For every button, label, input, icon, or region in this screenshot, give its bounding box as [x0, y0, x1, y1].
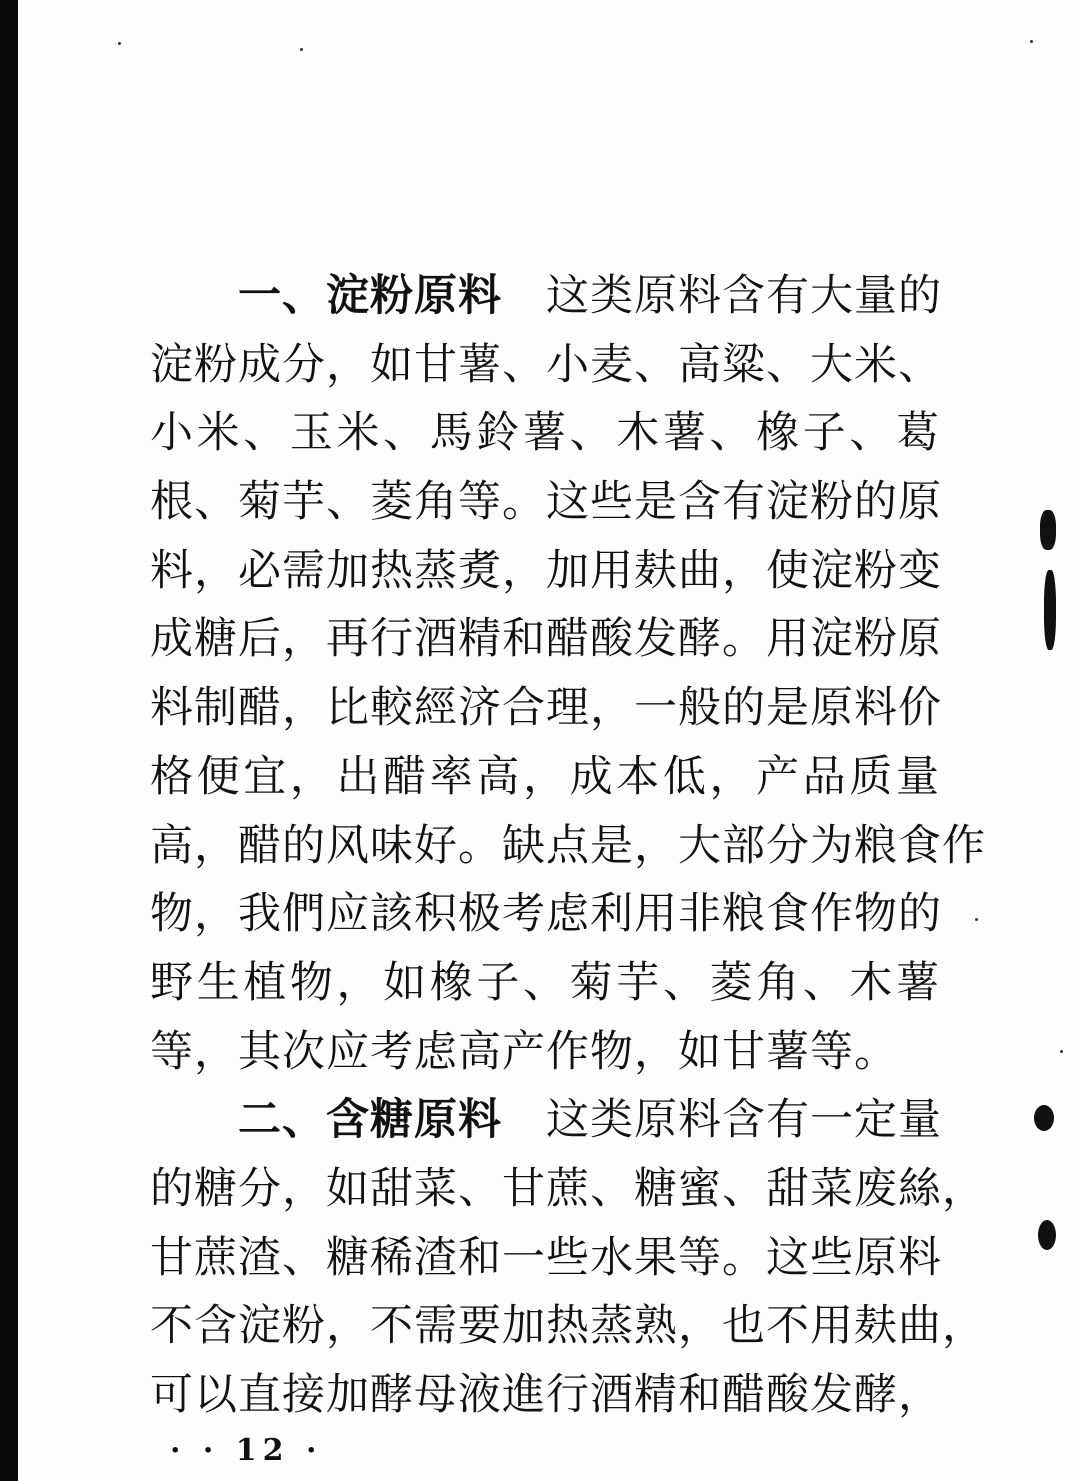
- section-heading-sugar: 二、含糖原料: [238, 1095, 502, 1146]
- section-heading-starch: 一、淀粉原料: [238, 271, 502, 321]
- text-line: 甘蔗渣、糖稀渣和一些水果等。这些原料: [150, 1232, 942, 1283]
- text-line: 格便宜，出醋率高，成本低，产品质量: [150, 751, 940, 802]
- scan-speck: [975, 918, 978, 921]
- text-line: 小米、玉米、馬鈴薯、木薯、橡子、葛: [150, 408, 940, 459]
- punch-mark: [1034, 1105, 1054, 1131]
- body-text: [150, 262, 986, 1430]
- page-number: · · 12 ·: [170, 1433, 323, 1468]
- text-line: 可以直接加酵母液進行酒精和醋酸发酵，: [150, 1370, 942, 1420]
- page-binding-edge: [0, 0, 18, 1481]
- text-line: 淀粉成分，如甘薯、小麦、高粱、大米、: [150, 339, 942, 390]
- text-line: 物，我們应該积极考虑利用非粮食作物的: [150, 889, 942, 940]
- text-run: 这类原料含有大量的: [546, 271, 942, 321]
- text-line: 等，其次应考虑高产作物，如甘薯等。: [150, 1026, 898, 1077]
- text-line: [150, 1086, 940, 1155]
- text-line: 根、菊芋、菱角等。这些是含有淀粉的原: [150, 477, 942, 528]
- punch-mark: [1040, 510, 1056, 550]
- text-line: 野生植物，如橡子、菊芋、菱角、木薯: [150, 957, 940, 1008]
- text-line: 成糖后，再行酒精和醋酸发酵。用淀粉原: [150, 614, 942, 665]
- text-line: 不含淀粉，不需要加热蒸熟，也不用麸曲，: [150, 1301, 986, 1352]
- scan-speck: [118, 42, 121, 45]
- text-line: 的糖分，如甜菜、甘蔗、糖蜜、甜菜废絲，: [150, 1163, 986, 1214]
- text-line: 高，醋的风味好。缺点是，大部分为粮食作: [150, 820, 986, 871]
- scan-speck: [300, 48, 303, 51]
- text-line: [150, 262, 940, 331]
- punch-mark: [1038, 1220, 1056, 1250]
- scan-speck: [1030, 40, 1033, 43]
- scan-speck: [1060, 1050, 1063, 1053]
- text-line: 料，必需加热蒸煑，加用麸曲，使淀粉变: [150, 545, 942, 596]
- text-line: 料制醋，比較經济合理，一般的是原料价: [150, 683, 942, 734]
- text-run: 这类原料含有一定量: [546, 1095, 942, 1146]
- punch-mark: [1044, 570, 1056, 650]
